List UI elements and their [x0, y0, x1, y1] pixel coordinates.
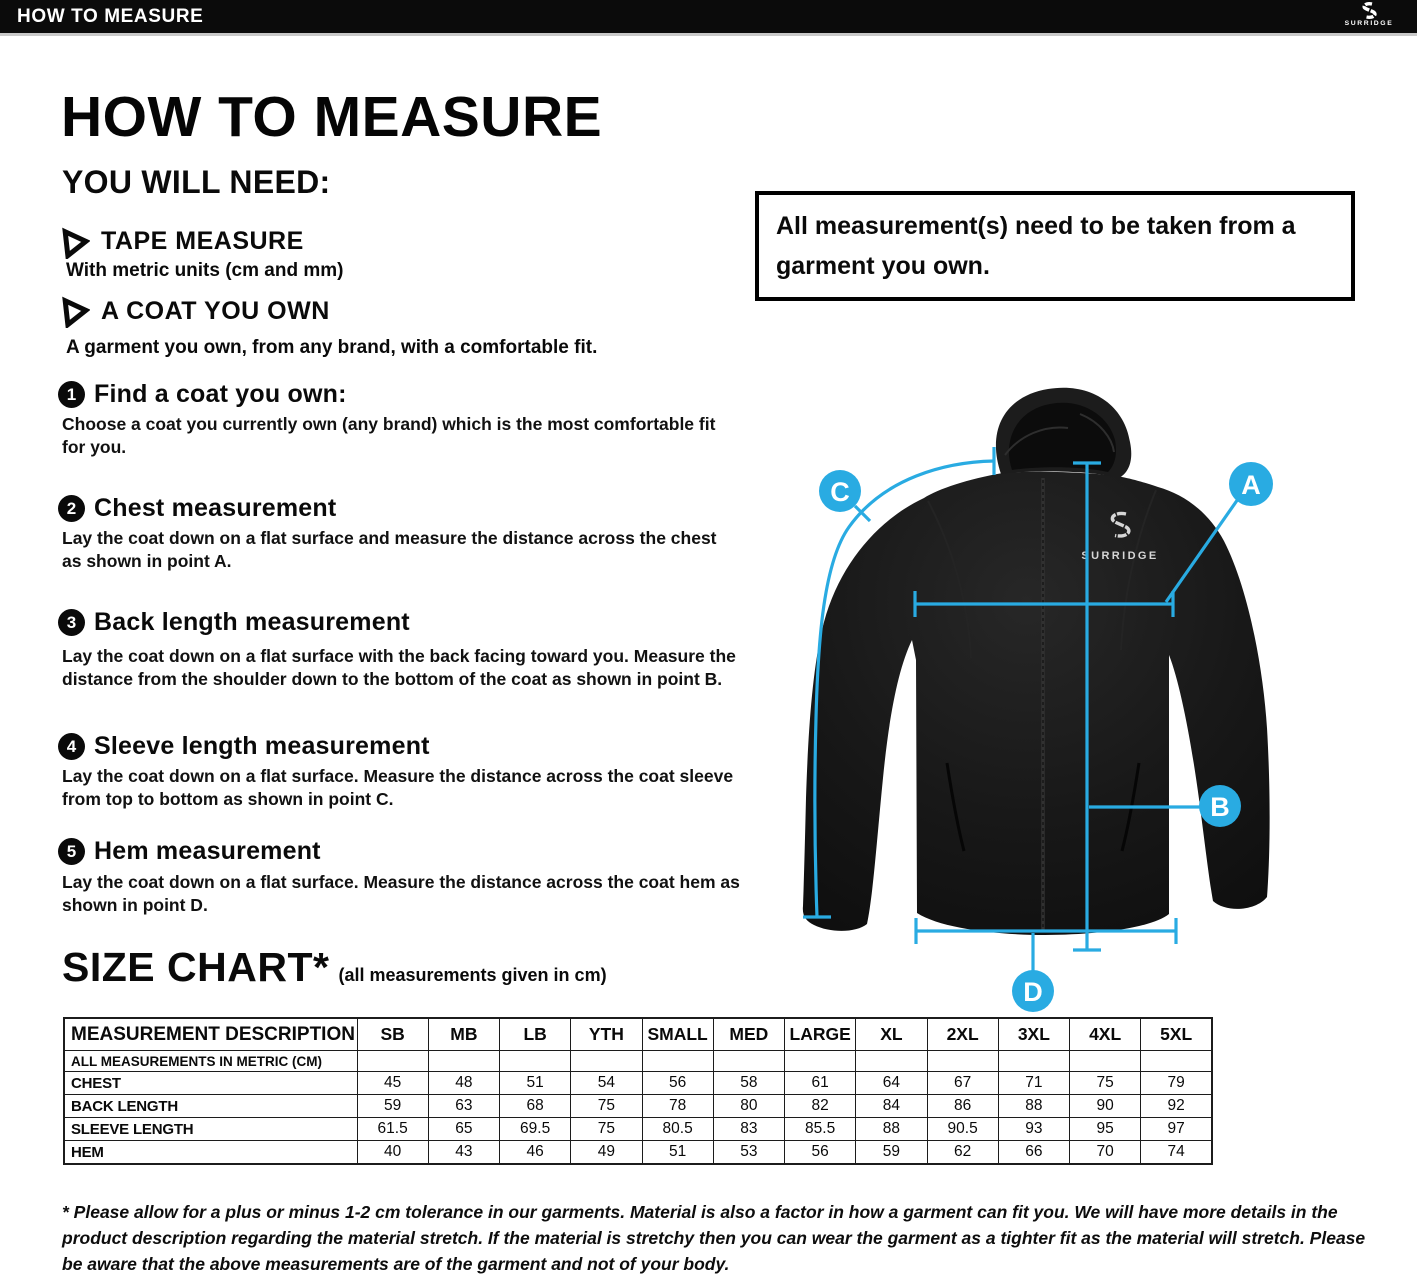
jacket-measurement-diagram	[750, 372, 1372, 1022]
value-cell	[856, 1051, 927, 1072]
step-title: Find a coat you own:	[94, 380, 347, 408]
value-cell: 53	[713, 1141, 784, 1165]
value-cell: 54	[571, 1072, 642, 1095]
table-row	[64, 1018, 1212, 1051]
value-cell: 93	[998, 1118, 1069, 1141]
value-cell: 95	[1070, 1118, 1141, 1141]
value-cell: 85.5	[785, 1118, 856, 1141]
you-will-need-heading: YOU WILL NEED:	[62, 164, 331, 200]
value-cell: 79	[1141, 1072, 1212, 1095]
marker-c-label: C	[830, 477, 850, 507]
page-title: HOW TO MEASURE	[61, 85, 603, 149]
value-cell: 86	[927, 1095, 998, 1118]
step-number-badge: 4	[58, 733, 85, 760]
value-cell: 59	[856, 1141, 927, 1165]
requirement-tape-measure-label: TAPE MEASURE	[101, 227, 304, 255]
value-cell: 75	[571, 1118, 642, 1141]
value-cell: 62	[927, 1141, 998, 1165]
value-cell: 80.5	[642, 1118, 713, 1141]
requirement-tape-measure-desc: With metric units (cm and mm)	[66, 260, 344, 281]
row-label-cell: BACK LENGTH	[64, 1095, 357, 1118]
marker-a-label: A	[1241, 470, 1261, 500]
value-cell	[642, 1051, 713, 1072]
value-cell: 58	[713, 1072, 784, 1095]
value-cell: 92	[1141, 1095, 1212, 1118]
surridge-brand-text: SURRIDGE	[1344, 20, 1394, 27]
row-label-cell: HEM	[64, 1141, 357, 1165]
requirement-coat-desc: A garment you own, from any brand, with a comfortable fit.	[66, 337, 598, 358]
step-body: Lay the coat down on a flat surface and measure the distance across the chest as shown in point A.	[62, 528, 717, 571]
value-cell: 3XL	[998, 1018, 1069, 1051]
size-chart-subtitle: (all measurements given in cm)	[338, 965, 607, 985]
step-number-badge: 5	[58, 838, 85, 865]
value-cell: LB	[500, 1018, 571, 1051]
step-title: Sleeve length measurement	[94, 732, 430, 760]
value-cell: 90	[1070, 1095, 1141, 1118]
row-label-cell: SLEEVE LENGTH	[64, 1118, 357, 1141]
step-title: Back length measurement	[94, 608, 410, 636]
value-cell: 40	[357, 1141, 428, 1165]
value-cell	[713, 1051, 784, 1072]
value-cell	[998, 1051, 1069, 1072]
size-chart-table	[63, 1017, 1213, 1165]
jacket-illustration	[803, 388, 1270, 935]
value-cell: 56	[642, 1072, 713, 1095]
value-cell: SB	[357, 1018, 428, 1051]
value-cell: 65	[428, 1118, 499, 1141]
step-number-badge: 1	[58, 381, 85, 408]
value-cell: 4XL	[1070, 1018, 1141, 1051]
marker-d-label: D	[1023, 977, 1043, 1007]
value-cell: YTH	[571, 1018, 642, 1051]
value-cell: 51	[642, 1141, 713, 1165]
value-cell: 48	[428, 1072, 499, 1095]
value-cell: 97	[1141, 1118, 1212, 1141]
step-body: Lay the coat down on a flat surface with the back facing toward you. Measure the distance from the shoulder down to the bottom of the coat as shown in point B.	[62, 646, 736, 689]
size-chart-heading	[62, 944, 607, 991]
value-cell: LARGE	[785, 1018, 856, 1051]
value-cell: 64	[856, 1072, 927, 1095]
value-cell: 84	[856, 1095, 927, 1118]
size-chart-title: SIZE CHART*	[62, 944, 330, 990]
value-cell	[1070, 1051, 1141, 1072]
step-number-badge: 3	[58, 609, 85, 636]
value-cell: 2XL	[927, 1018, 998, 1051]
step-title: Hem measurement	[94, 837, 321, 865]
value-cell: 74	[1141, 1141, 1212, 1165]
value-cell: 78	[642, 1095, 713, 1118]
value-cell: 88	[998, 1095, 1069, 1118]
value-cell	[785, 1051, 856, 1072]
table-row	[64, 1095, 1212, 1118]
value-cell	[571, 1051, 642, 1072]
row-label-cell: ALL MEASUREMENTS IN METRIC (CM)	[64, 1051, 357, 1072]
value-cell: 82	[785, 1095, 856, 1118]
value-cell	[927, 1051, 998, 1072]
step-number-badge: 2	[58, 495, 85, 522]
value-cell: 46	[500, 1141, 571, 1165]
value-cell: 67	[927, 1072, 998, 1095]
value-cell: 90.5	[927, 1118, 998, 1141]
notice-box: All measurement(s) need to be taken from a garment you own.	[755, 191, 1355, 301]
triangle-bullet-icon	[62, 296, 90, 328]
value-cell: 56	[785, 1141, 856, 1165]
size-chart-table-body	[64, 1018, 1212, 1164]
row-label-cell: MEASUREMENT DESCRIPTION	[64, 1018, 357, 1051]
surridge-s-icon	[1357, 1, 1381, 21]
value-cell	[1141, 1051, 1212, 1072]
tolerance-footnote: * Please allow for a plus or minus 1-2 cm tolerance in our garments. Material is also a factor in how a garment can fit you. We will have more details in the product description regarding the material stretch. If the material is stretchy then you can wear the garment as a tighter fit as the material will stretch. Please be aware that the above measurements are of the garment and not of your body.	[62, 1202, 1366, 1274]
value-cell: 71	[998, 1072, 1069, 1095]
table-row	[64, 1072, 1212, 1095]
value-cell: 70	[1070, 1141, 1141, 1165]
value-cell: 49	[571, 1141, 642, 1165]
triangle-bullet-icon	[62, 227, 90, 259]
value-cell: SMALL	[642, 1018, 713, 1051]
value-cell	[357, 1051, 428, 1072]
value-cell: MB	[428, 1018, 499, 1051]
value-cell: 75	[571, 1095, 642, 1118]
top-bar-title: HOW TO MEASURE	[17, 6, 204, 27]
value-cell: 5XL	[1141, 1018, 1212, 1051]
step-body: Lay the coat down on a flat surface. Measure the distance across the coat hem as shown in point D.	[62, 872, 740, 915]
value-cell: 68	[500, 1095, 571, 1118]
value-cell: 75	[1070, 1072, 1141, 1095]
value-cell: 51	[500, 1072, 571, 1095]
value-cell: XL	[856, 1018, 927, 1051]
requirement-coat-label: A COAT YOU OWN	[101, 297, 330, 325]
table-row	[64, 1051, 1212, 1072]
marker-b-label: B	[1210, 792, 1230, 822]
step-body: Choose a coat you currently own (any brand) which is the most comfortable fit for you.	[62, 414, 716, 457]
step-title: Chest measurement	[94, 494, 337, 522]
table-row	[64, 1118, 1212, 1141]
step-body: Lay the coat down on a flat surface. Measure the distance across the coat sleeve from top to bottom as shown in point C.	[62, 766, 734, 809]
value-cell	[428, 1051, 499, 1072]
value-cell: 80	[713, 1095, 784, 1118]
value-cell: 43	[428, 1141, 499, 1165]
value-cell: 45	[357, 1072, 428, 1095]
value-cell: 63	[428, 1095, 499, 1118]
value-cell: MED	[713, 1018, 784, 1051]
surridge-logo	[1333, 1, 1405, 27]
value-cell: 61	[785, 1072, 856, 1095]
value-cell: 66	[998, 1141, 1069, 1165]
value-cell: 59	[357, 1095, 428, 1118]
value-cell: 83	[713, 1118, 784, 1141]
value-cell	[500, 1051, 571, 1072]
value-cell: 61.5	[357, 1118, 428, 1141]
table-row	[64, 1141, 1212, 1165]
value-cell: 88	[856, 1118, 927, 1141]
top-bar	[0, 0, 1417, 36]
value-cell: 69.5	[500, 1118, 571, 1141]
row-label-cell: CHEST	[64, 1072, 357, 1095]
jacket-brand-text: SURRIDGE	[1081, 550, 1159, 562]
